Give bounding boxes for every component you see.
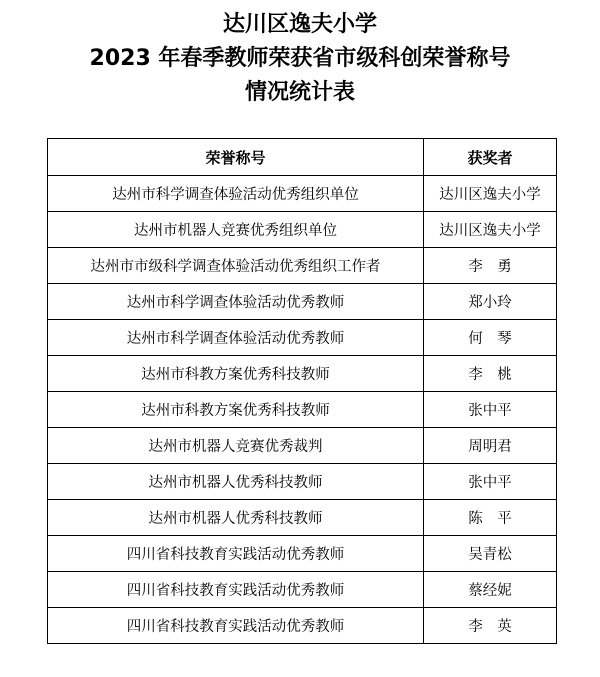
table-row [48,248,557,284]
awardee-cell: 李 桃 [424,356,557,392]
table-row [48,284,557,320]
awardee-cell: 达川区逸夫小学 [424,176,557,212]
table-row [48,356,557,392]
table-row [48,608,557,644]
awardee-cell: 李 勇 [424,248,557,284]
table-row [48,464,557,500]
honor-title-cell: 达州市机器人竞赛优秀组织单位 [48,212,424,248]
honor-title-cell: 四川省科技教育实践活动优秀教师 [48,572,424,608]
honor-title-cell: 达州市机器人优秀科技教师 [48,464,424,500]
awardee-cell: 李 英 [424,608,557,644]
table-row [48,392,557,428]
honor-title-cell: 达州市科学调查体验活动优秀教师 [48,284,424,320]
awardee-cell: 张中平 [424,464,557,500]
honor-title-cell: 达州市机器人优秀科技教师 [48,500,424,536]
column-header-honor-title: 荣誉称号 [48,139,424,176]
table-header-row [48,139,557,176]
document-title [0,8,600,110]
column-header-awardee: 获奖者 [424,139,557,176]
awardee-cell: 郑小玲 [424,284,557,320]
table-row [48,212,557,248]
honor-title-cell: 四川省科技教育实践活动优秀教师 [48,608,424,644]
table-row [48,428,557,464]
awardee-cell: 何 琴 [424,320,557,356]
title-line-table-name: 情况统计表 [244,80,355,105]
awardee-cell: 张中平 [424,392,557,428]
honors-table [47,138,557,644]
table-row [48,320,557,356]
honor-title-cell: 达州市科教方案优秀科技教师 [48,356,424,392]
awardee-cell: 蔡经妮 [424,572,557,608]
table-row [48,572,557,608]
title-line-school: 达川区逸夫小学 [222,12,377,37]
awardee-cell: 陈 平 [424,500,557,536]
table-row [48,176,557,212]
honor-title-cell: 四川省科技教育实践活动优秀教师 [48,536,424,572]
title-line-subject: 2023 年春季教师荣获省市级科创荣誉称号 [89,46,511,71]
honor-title-cell: 达州市科教方案优秀科技教师 [48,392,424,428]
awardee-cell: 达川区逸夫小学 [424,212,557,248]
table-row [48,536,557,572]
honor-title-cell: 达州市机器人竞赛优秀裁判 [48,428,424,464]
honor-title-cell: 达州市市级科学调查体验活动优秀组织工作者 [48,248,424,284]
awardee-cell: 周明君 [424,428,557,464]
awardee-cell: 吴青松 [424,536,557,572]
honor-title-cell: 达州市科学调查体验活动优秀组织单位 [48,176,424,212]
table-row [48,500,557,536]
honor-title-cell: 达州市科学调查体验活动优秀教师 [48,320,424,356]
